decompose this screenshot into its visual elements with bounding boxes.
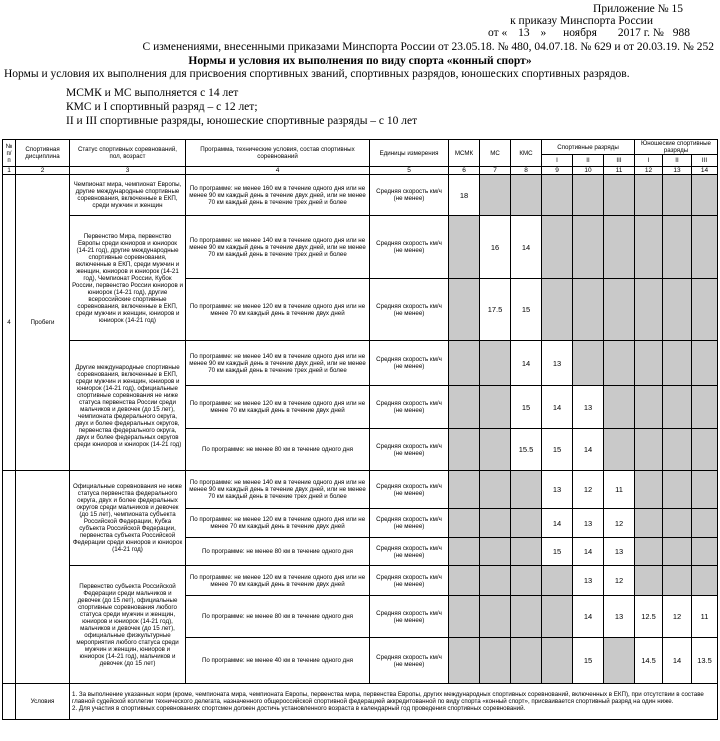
value-cell: 11 (604, 471, 635, 509)
header-youth-1: I (635, 155, 663, 167)
conditions-text (70, 684, 718, 720)
program-cell: По программе: не менее 40 км в течение одного дня (186, 638, 370, 684)
value-cell: 16 (480, 216, 511, 279)
empty-cell (449, 566, 480, 596)
empty-cell (542, 638, 573, 684)
value-cell: 12 (573, 471, 604, 509)
empty-cell (449, 429, 480, 471)
order-number: 988 (672, 27, 690, 39)
empty-cell (511, 638, 542, 684)
empty-cell (449, 509, 480, 538)
table-row (3, 341, 718, 386)
empty-cell (663, 386, 692, 429)
col-number: 3 (70, 167, 186, 175)
empty-cell (480, 386, 511, 429)
empty-cell (480, 538, 511, 566)
empty-cell (692, 175, 718, 216)
empty-cell (663, 279, 692, 341)
empty-cell (542, 175, 573, 216)
condition-item: 2. Для участия в спортивных соревнованиях спортсмен должен достичь установленного возраста в календарный год проведения спортивных соревнований. (72, 705, 526, 712)
empty-cell (692, 429, 718, 471)
empty-cell (480, 596, 511, 638)
program-cell: По программе: не менее 120 км в течение одного дня или не менее 70 км каждый день в течение двух дней (186, 566, 370, 596)
header-program: Программа, технические условия, состав спортивных соревнований (186, 140, 370, 167)
discipline-cell: Пробеги (16, 175, 70, 471)
empty-cell (692, 279, 718, 341)
col-number: 8 (511, 167, 542, 175)
empty-cell (449, 596, 480, 638)
empty-cell (635, 429, 663, 471)
table-row (3, 566, 718, 596)
col-number: 9 (542, 167, 573, 175)
col-number: 10 (573, 167, 604, 175)
header-youth-2: II (663, 155, 692, 167)
conditions-label: Условия (16, 684, 70, 720)
header-msmk: МСМК (449, 140, 480, 167)
units-cell: Средняя скорость км/ч (не менее) (370, 471, 449, 509)
header-rank-2: II (573, 155, 604, 167)
header-rank-1: I (542, 155, 573, 167)
status-cell: Первенство субъекта Российской Федерации среди мальчиков и девочек (до 15 лет), официальные спортивные соревнования любого статуса среди мужчин и женщин, юниоров и юниорок (14-21 год), мальчиков и девочек (до 15 лет), официальные физкультурные мероприятия любого статуса среди мужчин и женщин, юниоров и юниорок (14-21 год), мальчиков и девочек (до 15 лет) (70, 566, 186, 684)
empty-cell (635, 386, 663, 429)
value-cell: 17.5 (480, 279, 511, 341)
header-units: Единицы измерения (370, 140, 449, 167)
conditions-row (3, 684, 718, 720)
empty-cell (511, 538, 542, 566)
value-cell: 14 (573, 429, 604, 471)
empty-cell (604, 638, 635, 684)
empty-cell (663, 509, 692, 538)
empty-cell (511, 175, 542, 216)
col-number: 11 (604, 167, 635, 175)
program-cell: По программе: не менее 80 км в течение одного дня (186, 596, 370, 638)
value-cell: 14 (542, 386, 573, 429)
empty-cell (480, 175, 511, 216)
empty-cell (663, 566, 692, 596)
value-cell: 14 (663, 638, 692, 684)
value-cell: 13 (573, 509, 604, 538)
col-number: 1 (3, 167, 16, 175)
col-number: 14 (692, 167, 718, 175)
date-mid: » (540, 27, 547, 39)
value-cell: 14 (573, 596, 604, 638)
empty-cell (663, 175, 692, 216)
program-cell: По программе: не менее 160 км в течение одного дня или не менее 90 км каждый день в течение двух дней, или не менее 70 км каждый день в течение трех дней и более (186, 175, 370, 216)
empty-cell (16, 471, 70, 684)
status-cell: Чемпионат мира, чемпионат Европы, другие международные спортивные соревнования, включенные в ЕКП, среди мужчин и женщин (70, 175, 186, 216)
age-requirements (66, 86, 417, 128)
empty-cell (635, 471, 663, 509)
empty-cell (604, 429, 635, 471)
empty-cell (663, 429, 692, 471)
header-kms: КМС (511, 140, 542, 167)
empty-cell (663, 471, 692, 509)
empty-cell (3, 684, 16, 720)
empty-cell (663, 216, 692, 279)
empty-cell (480, 509, 511, 538)
empty-cell (692, 386, 718, 429)
header-status: Статус спортивных соревнований, пол, возраст (70, 140, 186, 167)
status-cell: Другие международные спортивные соревнования, включенные в ЕКП, среди мужчин и женщин, юниоров и юниорок (14-21 год), официальные спортивные соревнования не ниже статуса первенства России среди мальчиков и девочек (до 15 лет), чемпионата федерального округа, двух и более федеральных округов, первенства федерального округа, двух и более федеральных округов среди юниоров и юниорок (14-21 год) (70, 341, 186, 471)
value-cell: 12 (663, 596, 692, 638)
value-cell: 12 (604, 509, 635, 538)
value-cell: 15 (542, 429, 573, 471)
empty-cell (635, 566, 663, 596)
units-cell: Средняя скорость км/ч (не менее) (370, 175, 449, 216)
order-date (488, 26, 690, 40)
empty-cell (692, 566, 718, 596)
table-row (3, 175, 718, 216)
value-cell: 14 (573, 538, 604, 566)
appendix-label: Приложение № 15 (593, 3, 683, 15)
header-discipline: Спортивная дисциплина (16, 140, 70, 167)
empty-cell (604, 216, 635, 279)
units-cell: Средняя скорость км/ч (не менее) (370, 341, 449, 386)
value-cell: 13 (573, 566, 604, 596)
empty-cell (604, 175, 635, 216)
value-cell: 13.5 (692, 638, 718, 684)
header-youth-ranks: Юношеские спортивные разряды (635, 140, 718, 155)
empty-cell (542, 596, 573, 638)
empty-cell (573, 341, 604, 386)
empty-cell (604, 341, 635, 386)
col-number: 2 (16, 167, 70, 175)
date-month: ноября (563, 27, 597, 39)
col-number: 13 (663, 167, 692, 175)
empty-cell (449, 538, 480, 566)
empty-cell (692, 216, 718, 279)
empty-cell (480, 638, 511, 684)
program-cell: По программе: не менее 140 км в течение одного дня или не менее 90 км каждый день в течение двух дней, или не менее 70 км каждый день в течение трех дней и более (186, 341, 370, 386)
header-ms: МС (480, 140, 511, 167)
table-row (3, 471, 718, 509)
col-number: 7 (480, 167, 511, 175)
condition-item: 1. За выполнение указанных норм (кроме, чемпионата мира, чемпионата Европы, первенства мира, первенства Европы, других международных спортивных соревнований, включенных в ЕКП), при отсутствии в составе главной судейской коллегии технического делегата, назначенного общероссийской спортивной федерацией аккредитованной по виду спорта «конный спорт», присваивается спортивный разряд на один ниже. (72, 691, 704, 705)
program-cell: По программе: не менее 140 км в течение одного дня или не менее 90 км каждый день в течение двух дней, или не менее 70 км каждый день в течение трех дней и более (186, 216, 370, 279)
col-number: 12 (635, 167, 663, 175)
empty-cell (573, 175, 604, 216)
empty-cell (511, 509, 542, 538)
units-cell: Средняя скорость км/ч (не менее) (370, 429, 449, 471)
value-cell: 13 (542, 471, 573, 509)
empty-cell (480, 566, 511, 596)
empty-cell (449, 386, 480, 429)
order-label: к приказу Минспорта России (510, 15, 653, 27)
empty-cell (604, 279, 635, 341)
value-cell: 15 (573, 638, 604, 684)
col-number: 6 (449, 167, 480, 175)
value-cell: 14 (511, 216, 542, 279)
value-cell: 15 (542, 538, 573, 566)
changes-note: С изменениями, внесенными приказами Минспорта России от 23.05.18. № 480, 04.07.18. № 629 и от 20.03.19. № 252 (142, 41, 714, 53)
norms-table (2, 139, 718, 720)
empty-cell (511, 566, 542, 596)
empty-cell (480, 429, 511, 471)
empty-cell (511, 596, 542, 638)
value-cell: 18 (449, 175, 480, 216)
empty-cell (449, 216, 480, 279)
empty-cell (635, 538, 663, 566)
value-cell: 13 (604, 596, 635, 638)
age-line: МСМК и МС выполняется с 14 лет (66, 87, 239, 99)
units-cell: Средняя скорость км/ч (не менее) (370, 538, 449, 566)
value-cell: 14.5 (635, 638, 663, 684)
units-cell: Средняя скорость км/ч (не менее) (370, 566, 449, 596)
status-cell: Первенство Мира, первенство Европы среди юниоров и юниорок (14-21 год), другие международные спортивные соревнования, включенные в ЕКП, среди мужчин и женщин, юниоров и юниорок (14-21 год), Чемпионат России, Кубок России, первенство России юниоров и юниорок (14-21 год), другие всероссийские спортивные соревнования, включенные в ЕКП, среди мужчин и женщин, юниоров и юниорок (14-21 год) (70, 216, 186, 341)
empty-cell (449, 471, 480, 509)
empty-cell (635, 175, 663, 216)
program-cell: По программе: не менее 80 км в течение одного дня (186, 429, 370, 471)
empty-cell (604, 386, 635, 429)
empty-cell (635, 341, 663, 386)
units-cell: Средняя скорость км/ч (не менее) (370, 386, 449, 429)
units-cell: Средняя скорость км/ч (не менее) (370, 509, 449, 538)
date-prefix: от « (487, 27, 508, 39)
empty-cell (449, 341, 480, 386)
program-cell: По программе: не менее 80 км в течение одного дня (186, 538, 370, 566)
program-cell: По программе: не менее 120 км в течение одного дня или не менее 70 км каждый день в течение двух дней (186, 509, 370, 538)
empty-cell (692, 471, 718, 509)
empty-cell (692, 341, 718, 386)
empty-cell (3, 471, 16, 684)
empty-cell (542, 279, 573, 341)
date-year: 2017 г. № (617, 27, 664, 39)
empty-cell (635, 509, 663, 538)
value-cell: 13 (604, 538, 635, 566)
empty-cell (635, 279, 663, 341)
col-number: 5 (370, 167, 449, 175)
header-sport-ranks: Спортивные разряды (542, 140, 635, 155)
age-line: КМС и I спортивный разряд – с 12 лет; (66, 101, 258, 113)
units-cell: Средняя скорость км/ч (не менее) (370, 216, 449, 279)
empty-cell (663, 538, 692, 566)
units-cell: Средняя скорость км/ч (не менее) (370, 279, 449, 341)
status-cell: Официальные соревнования не ниже статуса первенства федерального округа, двух и более федеральных округов среди мальчиков и девочек (до 15 лет), чемпионата субъекта Российской Федерации, Кубка субъекта Российской Федерации, первенства субъекта Российской Федерации среди юниоров и юниорок (14-21 год) (70, 471, 186, 566)
value-cell: 15.5 (511, 429, 542, 471)
empty-cell (449, 638, 480, 684)
age-line: II и III спортивные разряды, юношеские спортивные разряды – с 10 лет (66, 115, 418, 127)
row-number: 4 (3, 175, 16, 471)
program-cell: По программе: не менее 120 км в течение одного дня или не менее 70 км каждый день в течение двух дней (186, 386, 370, 429)
program-cell: По программе: не менее 120 км в течение одного дня или не менее 70 км каждый день в течение двух дней (186, 279, 370, 341)
header-youth-3: III (692, 155, 718, 167)
value-cell: 14 (542, 509, 573, 538)
col-number: 4 (186, 167, 370, 175)
units-cell: Средняя скорость км/ч (не менее) (370, 638, 449, 684)
header-rank-3: III (604, 155, 635, 167)
empty-cell (542, 566, 573, 596)
value-cell: 11 (692, 596, 718, 638)
page-subtitle: Нормы и условия их выполнения для присвоения спортивных званий, спортивных разрядов, юношеских спортивных разрядов. (4, 68, 630, 80)
value-cell: 12 (604, 566, 635, 596)
value-cell: 14 (511, 341, 542, 386)
empty-cell (692, 509, 718, 538)
units-cell: Средняя скорость км/ч (не менее) (370, 596, 449, 638)
value-cell: 15 (511, 386, 542, 429)
empty-cell (635, 216, 663, 279)
empty-cell (449, 279, 480, 341)
value-cell: 15 (511, 279, 542, 341)
date-day: 13 (518, 27, 530, 39)
empty-cell (663, 341, 692, 386)
value-cell: 13 (573, 386, 604, 429)
empty-cell (542, 216, 573, 279)
table-row (3, 216, 718, 279)
value-cell: 13 (542, 341, 573, 386)
empty-cell (511, 471, 542, 509)
empty-cell (692, 538, 718, 566)
empty-cell (573, 216, 604, 279)
empty-cell (480, 471, 511, 509)
header-num: № п/п (3, 140, 16, 167)
value-cell: 12.5 (635, 596, 663, 638)
program-cell: По программе: не менее 140 км в течение одного дня или не менее 90 км каждый день в течение двух дней, или не менее 70 км каждый день в течение трех дней и более (186, 471, 370, 509)
empty-cell (480, 341, 511, 386)
page-title: Нормы и условия их выполнения по виду спорта «конный спорт» (188, 55, 532, 67)
empty-cell (573, 279, 604, 341)
